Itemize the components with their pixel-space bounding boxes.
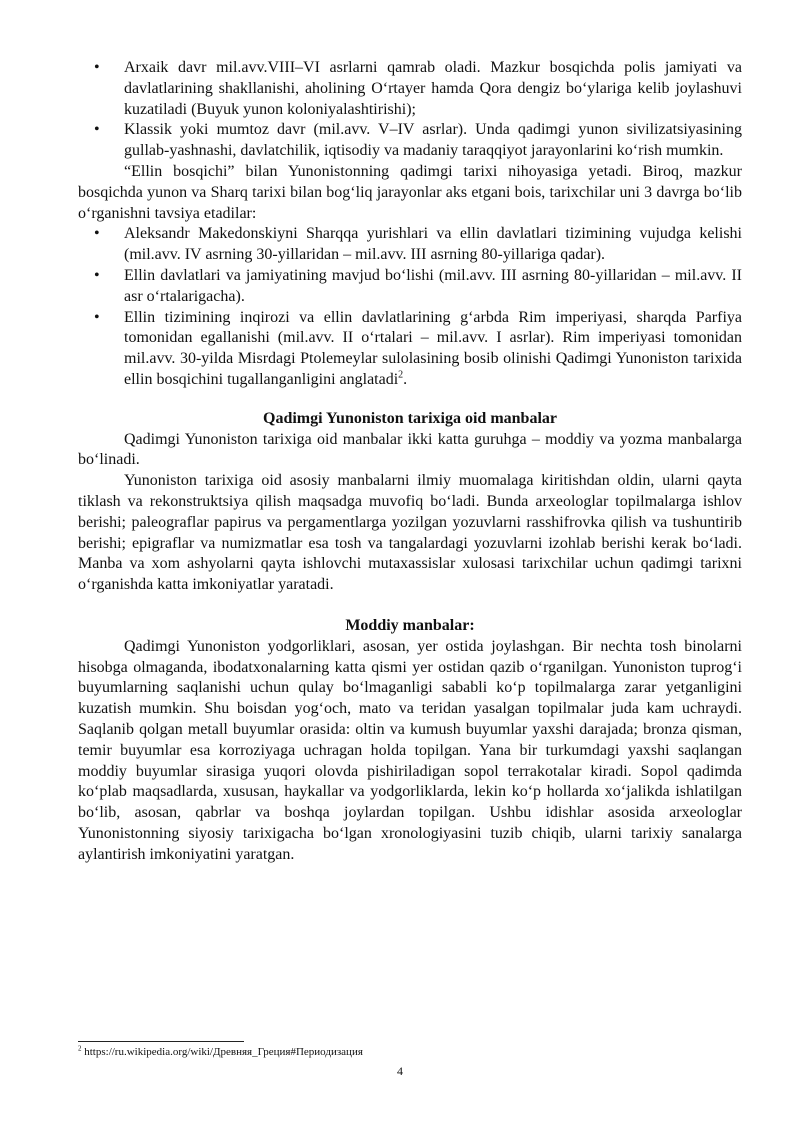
page-body [78, 58, 742, 865]
paragraph-ellin: “Ellin bosqichi” bilan Yunonistonning qadimgi tarixi nihoyasiga yetadi. Biroq, mazkur bosqichda yunon va Sharq tarixi bilan bog‘liq jarayonlar aks etgani bois, tarixchilar uni 3 davrga bo‘lib o‘rganishni tavsiya etadilar: [78, 162, 742, 222]
paragraph-material: Qadimgi Yunoniston yodgorliklari, asosan, yer ostida joylashgan. Bir nechta tosh binolarni hisobga olmaganda, ibodatxonalarning katta qismi yer ostidan qazib o‘rganilgan. Yunoniston tuprog‘i buyumlarning saqlanishi uchun qulay bo‘lmaganligi sababli ko‘p topilmalarga zarar yetganligini kuzatish mumkin. Shu boisdan yog‘och, mato va teridan yasalgan topilmalar juda kam uchraydi. Saqlanib qolgan metall buyumlar orasida: oltin va kumush buyumlar yaxshi darajada; bronza qisman, temir buyumlar esa korroziyaga uchragan holda topilgan. Yana bir turkumdagi yaxshi saqlangan moddiy buyumlar sirasiga yuqori olovda pishiriladigan sopol terrakotalar kiradi. Sopol qadimda ko‘plab maqsadlarda, xususan, haykallar va yodgorliklarda, lekin ko‘p hollarda xo‘jalikda ishlatilgan bo‘lib, asosan, qabrlar va boshqa joylardan topilgan. Ushbu idishlar asosida arxeologlar Yunonistonning siyosiy tarixigacha bo‘lgan xronologiyasini tuzib chiqib, ularni tarixiy sanalarga aylantirish imkoniyatini yaratgan. [78, 637, 742, 863]
bullet-dot: • [94, 225, 100, 243]
footnote [78, 1045, 742, 1059]
list-item-text: Ellin tizimining inqirozi va ellin davlatlarining g‘arbda Rim imperiyasi, sharqda Parfiya tomonidan egallanishi (mil.avv. II o‘rtalari – mil.avv. I asrlar). Rim imperiyasi tomonidan mil.avv. 30-yilda Misrdagi Ptolemeylar sulolasining bosib olinishi Qadimgi Yunoniston tarixida ellin bosqichini tugallanganligini anglatadi [124, 308, 742, 388]
list-item [78, 308, 742, 391]
list-item [78, 58, 742, 120]
section-heading-material: Moddiy manbalar: [345, 616, 475, 634]
list-item-text: Arxaik davr mil.avv.VIII–VI asrlarni qamrab oladi. Mazkur bosqichda polis jamiyati va davlatlarining shakllanishi, aholining O‘rtayer hamda Qora dengiz bo‘ylariga kelib joylashuvi kuzatiladi (Buyuk yunon koloniyalashtirishi); [124, 59, 742, 118]
bullet-dot: • [94, 59, 100, 76]
list-item-end: . [403, 370, 408, 388]
bullet-list-ellin [78, 224, 742, 390]
bullet-dot: • [94, 121, 100, 139]
list-item [78, 266, 742, 308]
footnote-reference[interactable]: 2 [398, 369, 404, 381]
list-item-text: Ellin davlatlari va jamiyatining mavjud bo‘lishi (mil.avv. III asrning 80-yillaridan – mil.avv. II asr o‘rtalarigacha). [124, 266, 742, 305]
list-item [78, 120, 742, 162]
list-item-text: Klassik yoki mumtoz davr (mil.avv. V–IV asrlar). Unda qadimgi yunon sivilizatsiyasining gullab-yashnashi, davlatchilik, iqtisodiy va madaniy taraqqiyot jarayonlarini ko‘rish mumkin. [124, 121, 742, 160]
footnote-mark: 2 [78, 1044, 82, 1053]
section-heading-sources: Qadimgi Yunoniston tarixiga oid manbalar [263, 409, 557, 427]
list-item [78, 224, 742, 266]
list-item-text: Aleksandr Makedonskiyni Sharqqa yurishlari va ellin davlatlari tizimining vujudga kelishi (mil.avv. IV asrning 30-yillaridan – mil.avv. III asrning 80-yillariga qadar). [124, 225, 742, 264]
bullet-list-periods [78, 58, 742, 162]
bullet-dot: • [94, 266, 100, 284]
bullet-dot: • [94, 308, 100, 326]
footnote-link[interactable]: https://ru.wikipedia.org/wiki/Древняя_Греция#Периодизация [81, 1046, 363, 1058]
paragraph-sources-1: Qadimgi Yunoniston tarixiga oid manbalar ikki katta guruhga – moddiy va yozma manbalarga bo‘linadi. [78, 430, 742, 469]
page-number: 4 [397, 1064, 403, 1078]
paragraph-sources-2: Yunoniston tarixiga oid asosiy manbalarni ilmiy muomalaga kiritishdan oldin, ularni qayta tiklash va rekonstruktsiya qilish maqsadga muvofiq bo‘ladi. Bunda arxeologlar topilmalarga ishlov berishi; paleograflar papirus va pergamentlarga yozilgan yozuvlarni rasshifrovka qilish va tushuntirib berishi; epigraflar va numizmatlar esa tosh va tangalardagi yozuvlarni izohlab berishi kerak bo‘ladi. Manba va xom ashyolarni qayta ishlovchi mutaxassislar xulosasi tarixchilar uchun qadimgi tarixni o‘rganishda katta imkoniyatlar yaratadi. [78, 472, 742, 594]
footnote-divider [78, 1041, 244, 1042]
